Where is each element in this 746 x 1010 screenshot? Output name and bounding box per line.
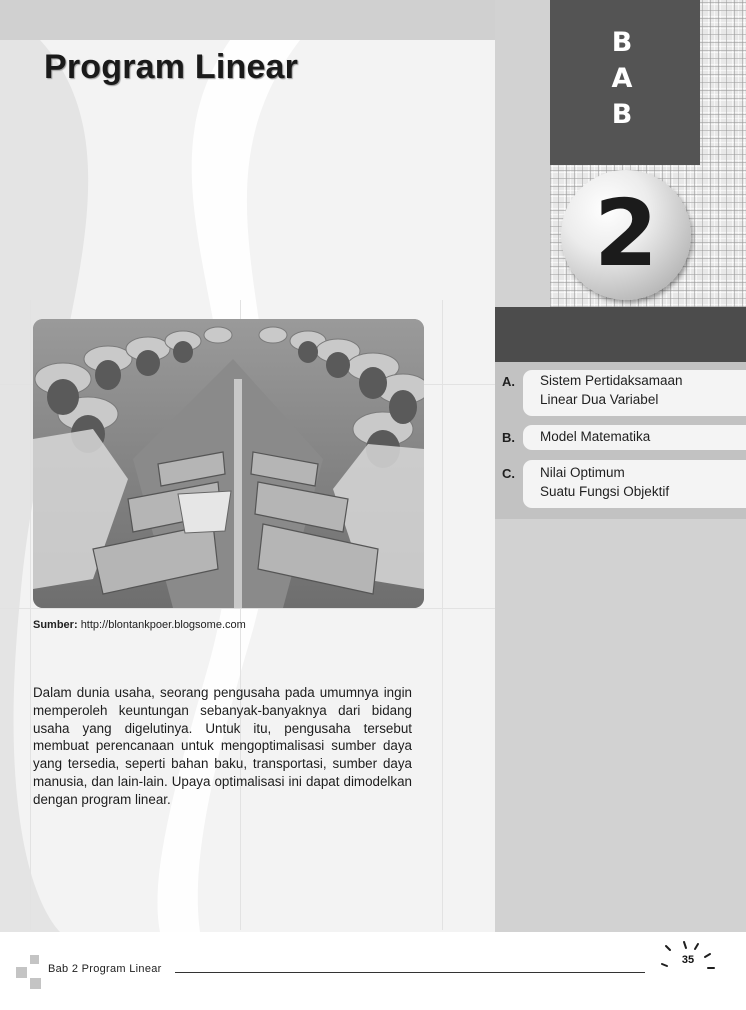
footer-rule (175, 972, 645, 973)
chapter-number: 2 (593, 180, 658, 287)
toc-item-c[interactable] (540, 463, 669, 501)
footer-square-icon (30, 955, 39, 964)
guide-line (442, 300, 443, 930)
toc-item-a-line2: Linear Dua Variabel (540, 392, 659, 407)
footer-square-icon (30, 978, 41, 989)
toc-item-b-letter: B. (502, 430, 515, 445)
bab-letter: B (611, 27, 633, 58)
workers-photo-illustration (33, 319, 424, 608)
intro-paragraph: Dalam dunia usaha, seorang pengusaha pada umumnya ingin memperoleh keuntungan sebanyak-banyaknya dari bidang usaha yang digelutinya. Untuk itu, pengusaha tersebut membuat perencanaan untuk mengoptimalisasi sumber daya yang tersedia, seperti bahan baku, transportasi, sumber daya manusia, dan lain-lain. Upaya optimalisasi ini dapat dimodelkan dengan program linear. (33, 685, 412, 807)
toc-item-c-line2: Suatu Fungsi Objektif (540, 484, 670, 499)
top-band (0, 0, 550, 40)
source-label: Sumber: (33, 619, 78, 631)
bab-letter: A (611, 63, 633, 94)
toc-item-a-letter: A. (502, 374, 515, 389)
toc-item-c-line1: Nilai Optimum (540, 465, 625, 480)
toc-item-a[interactable] (540, 371, 683, 409)
bab-letter: B (611, 99, 633, 130)
guide-line (0, 608, 495, 609)
dark-band (495, 307, 746, 362)
toc-item-c-letter: C. (502, 466, 515, 481)
source-url: http://blontankpoer.blogsome.com (80, 619, 246, 631)
chapter-title: Program Linear (44, 48, 299, 86)
guide-line (30, 300, 31, 930)
footer-chapter-label: Bab 2 Program Linear (48, 963, 162, 975)
toc-item-b[interactable] (540, 427, 650, 446)
page-number: 35 (681, 954, 695, 966)
chapter-photo (33, 319, 424, 608)
toc-item-b-line1: Model Matematika (540, 429, 651, 444)
footer-square-icon (16, 967, 27, 978)
image-source (33, 619, 246, 631)
sun-moon-icon (660, 940, 716, 992)
toc-item-a-line1: Sistem Pertidaksamaan (540, 373, 683, 388)
